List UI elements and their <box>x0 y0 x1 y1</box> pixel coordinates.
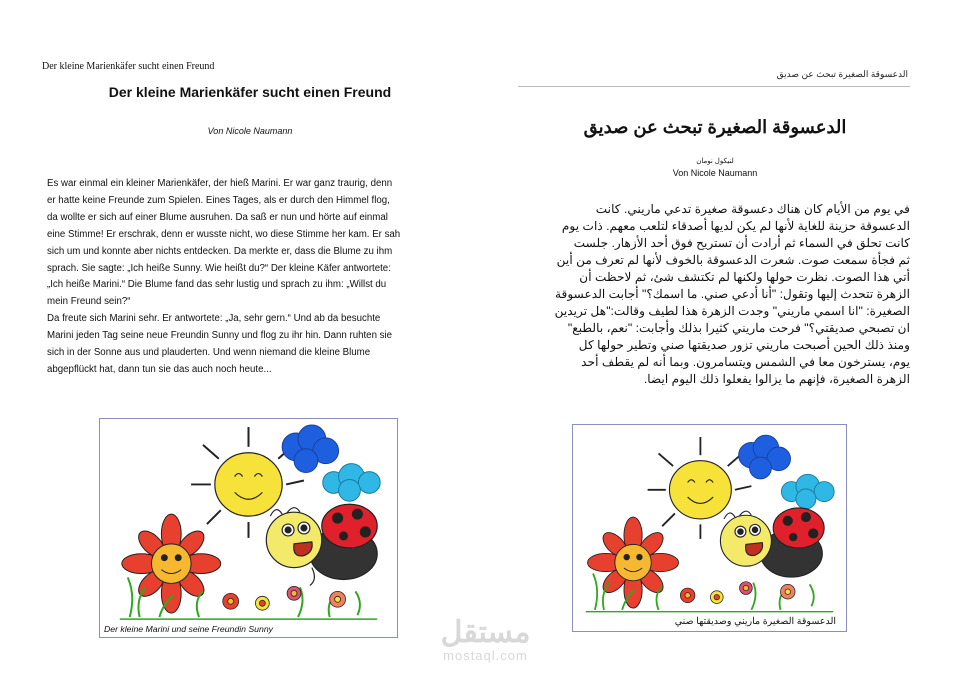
story-line: mein Freund sein?“ <box>47 296 131 308</box>
running-header-german: Der kleine Marienkäfer sucht einen Freund <box>42 61 215 72</box>
page-title-german: Der kleine Marienkäfer sucht einen Freund <box>108 84 392 100</box>
story-text-german <box>47 176 427 379</box>
ladybug-flower-illustration <box>100 419 397 637</box>
story-line: الصغيرة: "انا اسمي ماريني" وجدت الزهرة هذا لطيف وقالت:"هل تريدين <box>554 304 910 318</box>
story-text-arabic <box>525 201 910 388</box>
watermark-arabic: مستقل <box>440 616 531 649</box>
cloud-icon <box>323 464 380 502</box>
ladybug-icon <box>720 508 824 577</box>
illustration-german <box>99 418 398 638</box>
small-flowers <box>223 586 346 610</box>
ladybug-flower-illustration <box>573 425 846 631</box>
flower-icon <box>588 517 679 608</box>
cloud-icon <box>739 435 791 479</box>
right-page <box>480 0 960 689</box>
story-line: ومنذ ذلك الحين أصبحت ماريني تزور صديقتها صني وتطير حولها كل <box>578 338 910 352</box>
page-title-arabic: الدعسوقة الصغيرة تبحث عن صديق <box>583 117 847 137</box>
header-divider <box>518 86 910 87</box>
story-line: „Ich heiße Marini.“ Die Blume fand das sehr lustig und sprach zu ihm: „Willst du <box>47 279 387 291</box>
story-line: da wollte er sich auf einer Blume ausruhen. Da saß er nun und hörte auf einmal <box>47 211 388 223</box>
cloud-icon <box>282 425 338 473</box>
small-flowers <box>680 582 795 604</box>
story-line: الدعسوقة حزينة للغاية لأنها لم يكن لديها أصدقاء لتلعب معهم. ذات يوم <box>561 219 910 233</box>
story-line: الزهرة تتحدث إليها وتقول: "أنا أدعي صني. ما اسمك؟" أجابت الدعسوقة <box>555 287 910 301</box>
story-line: eine Stimme! Er erschrak, denn er wusste nicht, wo diese Stimme her kam. Er sah <box>47 228 401 240</box>
author-arabic: لنيكول نومان <box>696 158 734 165</box>
cloud-icon <box>781 474 834 509</box>
story-line: يوم، يسترخون معا في الشمس ويتسامرون. وبما أنه لم يقطف أحد <box>581 355 910 369</box>
story-line: abgepflückt hat, dann tun sie das auch noch heute... <box>47 363 272 375</box>
illustration-arabic <box>572 424 847 632</box>
author-latin: Von Nicole Naumann <box>672 168 758 178</box>
story-line: أتي هذا الصوت. نظرت حولها ولكنها لم تكتشف شئ، ثم لاحظت أن <box>579 270 910 284</box>
story-line: Es war einmal ein kleiner Marienkäfer, der hieß Marini. Er war ganz traurig, denn <box>47 178 393 189</box>
story-line: sich in der Sonne aus und plauderten. Und wenn niemand die kleine Blume <box>47 347 371 359</box>
story-line: الزهرة الصغيرة، فإنهم ما يزالوا يفعلوا ذلك اليوم ايضا. <box>643 372 910 386</box>
author-german: Von Nicole Naumann <box>207 126 293 136</box>
caption-arabic: الدعسوقة الصغيرة ماريني وصديقتها صني <box>674 616 836 627</box>
running-header-arabic: الدعسوقة الصغيرة تبحث عن صديق <box>776 69 908 79</box>
watermark-logo <box>418 617 553 663</box>
story-line: sprach. Sie sagte: „Ich heiße Sunny. Wie heißt du?“ Der kleine Käfer antwortete: <box>47 262 391 274</box>
story-line: sich um und konnte aber nichts entdecken. Da merkte er, dass die Blume zu ihm <box>47 245 393 257</box>
story-line: كانت تحلق في السماء ثم أرادت أن تستريح فوق أحد الأزهار. جلست <box>573 236 910 250</box>
ladybug-icon <box>266 504 377 585</box>
story-line: ثم فجأة سمعت صوت. شعرت الدعسوقة بالخوف لأنها لم تعرف من أين <box>556 253 910 267</box>
story-line: Marini jeden Tag seine neue Freundin Sunny und flog zu ihr hin. Dann ruhten sie <box>47 330 393 342</box>
story-line: في يوم من الأيام كان هناك دعسوقة صغيرة تدعي ماريني. كانت <box>595 202 910 216</box>
watermark-latin: mostaql.com <box>443 648 528 663</box>
story-line: Da freute sich Marini sehr. Er antwortete: „Ja, sehr gern.“ Und ab da besuchte <box>47 313 381 325</box>
story-line: er hatte keine Freunde zum Spielen. Eines Tages, als er durch den Himmel flog, <box>47 194 390 206</box>
story-line: ان تصبحي صديقتي؟" فرحت ماريني كثيرا بذلك وأجابت: "نعم، بالطبع" <box>567 321 910 335</box>
caption-german: Der kleine Marini und seine Freundin Sunny <box>104 624 274 634</box>
